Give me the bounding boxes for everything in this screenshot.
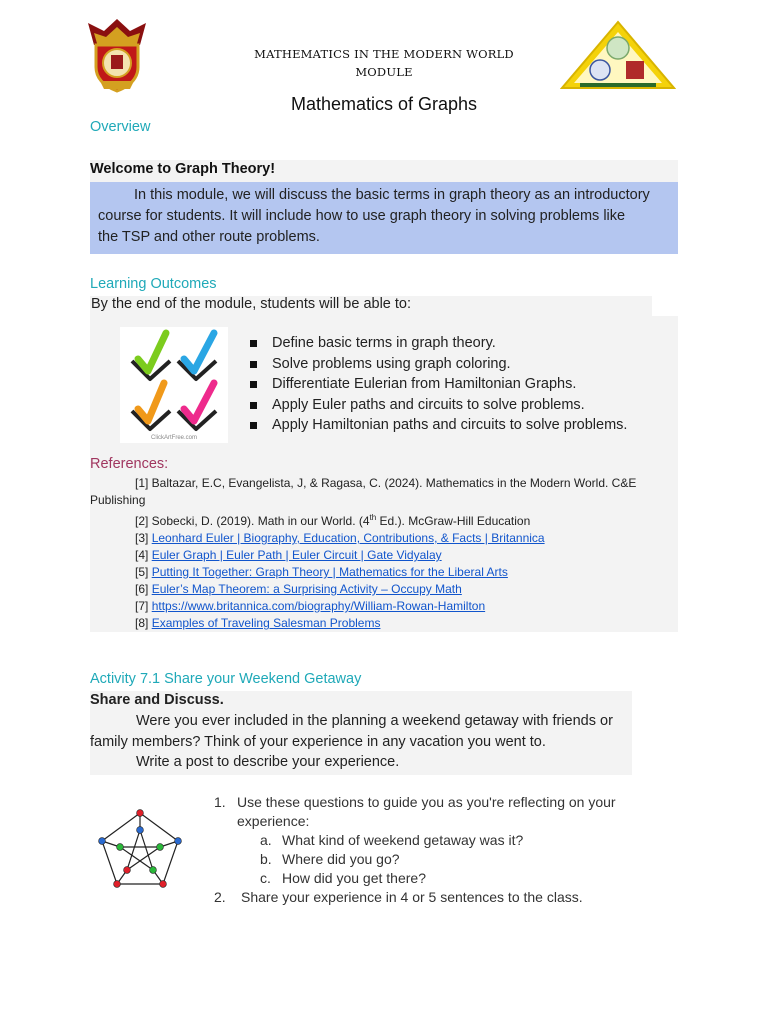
question-1a bbox=[214, 831, 674, 850]
question-1c-text: How did you get there? bbox=[282, 870, 426, 886]
checkmarks-image bbox=[120, 327, 228, 443]
reference-2-pre: [2] Sobecki, D. (2019). Math in our World. (4 bbox=[135, 514, 370, 528]
reference-6-link[interactable]: Euler’s Map Theorem: a Surprising Activity – Occupy Math bbox=[151, 582, 462, 596]
petersen-graph-image bbox=[98, 808, 182, 890]
welcome-band bbox=[90, 160, 678, 182]
outcome-item: Solve problems using graph coloring. bbox=[248, 354, 627, 375]
reference-8 bbox=[90, 615, 678, 632]
question-1-line1: Use these questions to guide you as you're reflecting on your bbox=[237, 794, 616, 810]
reference-5 bbox=[90, 564, 678, 581]
outcome-item: Define basic terms in graph theory. bbox=[248, 333, 627, 354]
intro-line2: course for students. It will include how to use graph theory in solving problems like bbox=[98, 208, 626, 224]
reference-7-num: [7] bbox=[135, 599, 152, 613]
reference-2 bbox=[90, 509, 678, 530]
reference-4 bbox=[90, 547, 678, 564]
question-1-line2: experience: bbox=[237, 813, 310, 829]
intro-line3: the TSP and other route problems. bbox=[98, 229, 320, 245]
activity-heading: Activity 7.1 Share your Weekend Getaway bbox=[90, 671, 362, 687]
reference-8-link[interactable]: Examples of Traveling Salesman Problems bbox=[151, 616, 381, 630]
page-title: Mathematics of Graphs bbox=[290, 94, 478, 114]
question-1a-num: a. bbox=[260, 832, 272, 848]
question-1a-text: What kind of weekend getaway was it? bbox=[282, 832, 524, 848]
reference-7-link[interactable]: https://www.britannica.com/biography/William-Rowan-Hamilton bbox=[151, 599, 486, 613]
reference-5-link[interactable]: Putting It Together: Graph Theory | Mathematics for the Liberal Arts bbox=[151, 565, 508, 579]
reference-3-num: [3] bbox=[135, 531, 152, 545]
outcomes-lead-band bbox=[90, 296, 652, 316]
activity-paragraph-2: Write a post to describe your experience. bbox=[136, 754, 400, 770]
question-1b-num: b. bbox=[260, 851, 272, 867]
outcomes-list bbox=[248, 333, 627, 436]
reference-6-num: [6] bbox=[135, 582, 152, 596]
question-1b bbox=[214, 850, 674, 869]
question-1c bbox=[214, 869, 674, 888]
module-header-line2: MODULE bbox=[355, 65, 413, 79]
intro-line1: In this module, we will discuss the basic terms in graph theory as an introductory bbox=[134, 187, 650, 203]
module-header-line1: MATHEMATICS IN THE MODERN WORLD bbox=[254, 47, 514, 61]
left-crest-logo bbox=[84, 17, 150, 93]
welcome-heading: Welcome to Graph Theory! bbox=[90, 161, 276, 177]
activity-subheading: Share and Discuss. bbox=[90, 692, 224, 708]
right-triangle-logo bbox=[560, 20, 676, 90]
question-2 bbox=[214, 888, 674, 907]
reflection-questions bbox=[214, 793, 674, 907]
reference-1-text-a: [1] Baltazar, E.C, Evangelista, J, & Ragasa, C. (2024). Mathematics in the Modern World. C&E bbox=[135, 476, 637, 490]
reference-4-link[interactable]: Euler Graph | Euler Path | Euler Circuit | Gate Vidyalay bbox=[151, 548, 442, 562]
reference-5-num: [5] bbox=[135, 565, 152, 579]
reference-1 bbox=[90, 475, 678, 492]
activity-paragraph-line1: Were you ever included in the planning a weekend getaway with friends or bbox=[136, 713, 613, 729]
overview-heading: Overview bbox=[90, 119, 151, 135]
question-1 bbox=[214, 793, 674, 831]
reference-4-num: [4] bbox=[135, 548, 152, 562]
outcome-item: Apply Hamiltonian paths and circuits to solve problems. bbox=[248, 415, 627, 436]
learning-outcomes-heading: Learning Outcomes bbox=[90, 276, 217, 292]
references-list bbox=[90, 475, 678, 632]
reference-3 bbox=[90, 530, 678, 547]
outcome-item: Apply Euler paths and circuits to solve problems. bbox=[248, 395, 627, 416]
reference-7 bbox=[90, 598, 678, 615]
reference-1-cont: Publishing bbox=[90, 493, 146, 507]
reference-8-num: [8] bbox=[135, 616, 152, 630]
module-header bbox=[200, 45, 568, 81]
reference-2-sup: th bbox=[369, 513, 377, 522]
intro-box bbox=[90, 182, 678, 254]
references-heading: References: bbox=[90, 456, 169, 472]
question-1b-text: Where did you go? bbox=[282, 851, 400, 867]
reference-3-link[interactable]: Leonhard Euler | Biography, Education, Contributions, & Facts | Britannica bbox=[151, 531, 545, 545]
image-caption: ClickArtFree.com bbox=[150, 435, 198, 441]
activity-paragraph-line2: family members? Think of your experience in any vacation you went to. bbox=[90, 734, 546, 750]
question-1-num: 1. bbox=[214, 794, 226, 810]
question-1c-num: c. bbox=[260, 870, 271, 886]
question-2-num: 2. bbox=[214, 889, 226, 905]
outcome-item: Differentiate Eulerian from Hamiltonian Graphs. bbox=[248, 374, 627, 395]
reference-6 bbox=[90, 581, 678, 598]
outcomes-lead: By the end of the module, students will be able to: bbox=[91, 296, 412, 312]
question-2-text: Share your experience in 4 or 5 sentences to the class. bbox=[241, 889, 583, 905]
reference-2-post: Ed.). McGraw-Hill Education bbox=[376, 514, 531, 528]
